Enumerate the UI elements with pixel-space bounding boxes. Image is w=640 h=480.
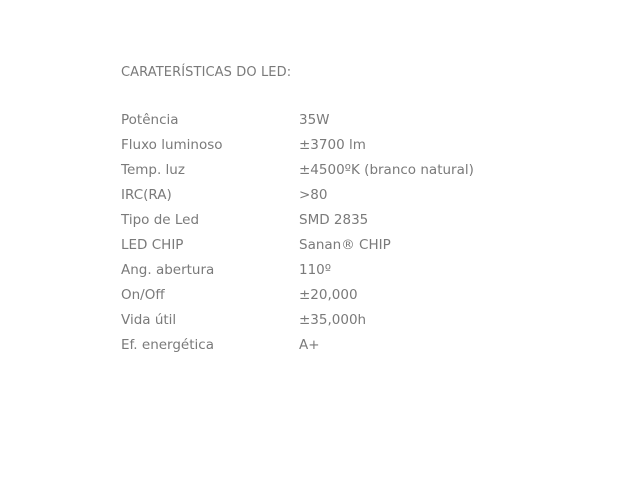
section-title: CARATERÍSTICAS DO LED:: [121, 65, 292, 80]
spec-row-ef-energetica: [121, 333, 474, 358]
led-specs-section: [121, 64, 601, 358]
spec-row-tipo-de-led: [121, 208, 474, 233]
spec-row-potencia: [121, 108, 474, 133]
spec-value: SMD 2835: [299, 212, 369, 228]
spec-value: ±20,000: [299, 287, 358, 303]
spec-label: IRC(RA): [121, 187, 172, 203]
spec-label: Potência: [121, 112, 179, 128]
spec-row-vida-util: [121, 308, 474, 333]
spec-label: LED CHIP: [121, 237, 184, 253]
spec-label: Vida útil: [121, 312, 177, 328]
spec-value: ±3700 lm: [299, 137, 366, 153]
spec-label: On/Off: [121, 287, 165, 303]
spec-value: 35W: [299, 112, 330, 128]
spec-label: Tipo de Led: [121, 212, 200, 228]
spec-label: Temp. luz: [121, 162, 185, 178]
spec-value: A+: [299, 337, 320, 353]
spec-row-on-off: [121, 283, 474, 308]
spec-value: ±35,000h: [299, 312, 367, 328]
spec-table: [121, 108, 474, 358]
spec-row-ang-abertura: [121, 258, 474, 283]
spec-row-fluxo-luminoso: [121, 133, 474, 158]
spec-value: Sanan® CHIP: [299, 237, 391, 253]
spec-label: Ang. abertura: [121, 262, 215, 278]
spec-row-temp-luz: [121, 158, 474, 183]
spec-label: Ef. energética: [121, 337, 214, 353]
spec-row-irc: [121, 183, 474, 208]
spec-value: >80: [299, 187, 328, 203]
spec-value: 110º: [299, 262, 332, 278]
spec-row-led-chip: [121, 233, 474, 258]
spec-value: ±4500ºK (branco natural): [299, 162, 474, 178]
spec-label: Fluxo luminoso: [121, 137, 223, 153]
